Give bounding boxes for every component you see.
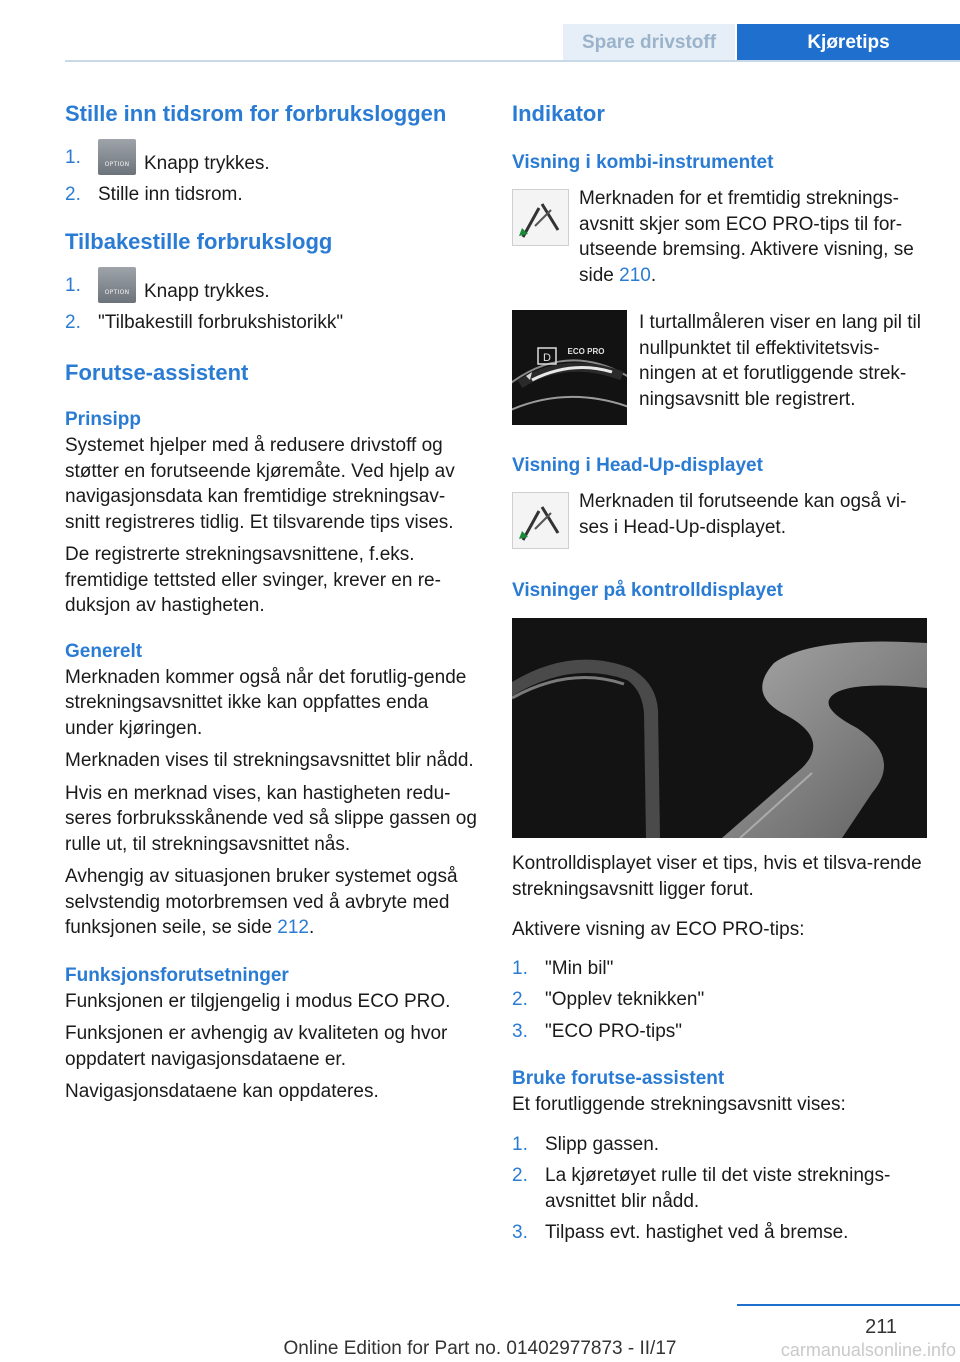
svg-text:D: D bbox=[543, 352, 551, 364]
list-item: 2. Stille inn tidsrom. bbox=[65, 184, 243, 205]
header-chapter-tab[interactable]: Kjøretips bbox=[737, 24, 960, 62]
requirements-paragraph-2: Funksjonen er avhengig av kvaliteten og hvor oppdatert navigasjonsdataene er. bbox=[65, 1023, 448, 1070]
heading-general: Generelt bbox=[65, 640, 143, 662]
list-item: 3. "ECO PRO-tips" bbox=[512, 1020, 683, 1042]
right-column bbox=[512, 100, 930, 1246]
heading-cluster: Visning i kombi-instrumentet bbox=[512, 152, 774, 173]
principle-paragraph-2: De registrerte strekningsavsnittene, f.eks. fremtidige tettsted eller svinger, krever en re-duksjon av hastigheten. bbox=[65, 544, 441, 616]
watermark: carmanualsonline.info bbox=[780, 1340, 956, 1360]
cluster-block bbox=[512, 186, 930, 288]
set-period-steps bbox=[65, 140, 480, 208]
activate-steps bbox=[512, 956, 930, 1045]
list-item: 1. "Min bil" bbox=[512, 957, 614, 979]
tachometer-image bbox=[512, 310, 627, 425]
option-button-icon: OPTION bbox=[98, 139, 136, 175]
use-steps bbox=[512, 1132, 930, 1246]
page-link-210[interactable]: 210 bbox=[619, 264, 651, 286]
cluster-paragraph: Merknaden for et fremtidig streknings-avsnitt skjer som ECO PRO-tips til for-utseende bremsing. Aktivere visning, se side 210. bbox=[579, 188, 914, 286]
tacho-block bbox=[512, 310, 930, 425]
list-item: 3. Tilpass evt. hastighet ved å bremse. bbox=[512, 1222, 849, 1243]
header-rule bbox=[65, 60, 960, 62]
heading-reset: Tilbakestille forbrukslogg bbox=[65, 228, 333, 254]
heading-requirements: Funksjonsforutsetninger bbox=[65, 964, 289, 986]
page-number: 211 bbox=[865, 1316, 897, 1338]
svg-text:ECO PRO: ECO PRO bbox=[567, 347, 605, 356]
hud-block bbox=[512, 489, 930, 551]
list-item: 1. Slipp gassen. bbox=[512, 1133, 660, 1155]
footer-rule bbox=[737, 1304, 960, 1306]
requirements-paragraph-3: Navigasjonsdataene kan oppdateres. bbox=[65, 1081, 379, 1102]
requirements-paragraph-1: Funksjonen er tilgjengelig i modus ECO PRO. bbox=[65, 990, 451, 1012]
list-item: 1. OPTION Knapp trykkes. bbox=[65, 140, 480, 176]
control-display-image bbox=[512, 618, 927, 838]
general-paragraph-1: Merknaden kommer også når det forutlig-gende strekningsavsnittet ikke kan oppfattes enda under kjøringen. bbox=[65, 666, 467, 739]
forecast-assistant-icon bbox=[512, 189, 569, 246]
option-button-icon: OPTION bbox=[98, 267, 136, 303]
list-item: 2. "Opplev teknikken" bbox=[512, 989, 705, 1010]
hud-paragraph: Merknaden til forutseende kan også vi-ses i Head-Up-displayet. bbox=[579, 491, 907, 538]
list-item: 2. La kjøretøyet rulle til det viste streknings-avsnittet blir nådd. bbox=[512, 1165, 891, 1212]
edition-note: Online Edition for Part no. 01402977873 - II/17 bbox=[283, 1338, 677, 1359]
general-paragraph-4: Avhengig av situasjonen bruker systemet også selvstendig motorbremsen ved å avbryte med funksjonen seile, se side 212. bbox=[65, 866, 458, 938]
page-link-212[interactable]: 212 bbox=[277, 917, 309, 938]
general-paragraph-2: Merknaden vises til strekningsavsnittet blir nådd. bbox=[65, 750, 474, 771]
forecast-assistant-icon bbox=[512, 492, 569, 549]
list-item: 2. "Tilbakestill forbrukshistorikk" bbox=[65, 311, 344, 333]
header-section-tab[interactable]: Spare drivstoff bbox=[563, 24, 735, 62]
activate-paragraph: Aktivere visning av ECO PRO-tips: bbox=[512, 919, 805, 940]
heading-indicator: Indikator bbox=[512, 101, 605, 126]
control-paragraph: Kontrolldisplayet viser et tips, hvis et tilsva-rende strekningsavsnitt ligger forut. bbox=[512, 853, 922, 900]
tacho-paragraph: I turtallmåleren viser en lang pil til nullpunktet til effektivitetsvis-ningen at et forutliggende strek-ningsavsnitt ble registrert. bbox=[639, 312, 921, 410]
heading-use: Bruke forutse-assistent bbox=[512, 1068, 725, 1089]
general-paragraph-3: Hvis en merknad vises, kan hastigheten redu-seres forbruksskånende ved så slippe gassen og rulle ut, til strekningsavsnittet nås. bbox=[65, 782, 477, 855]
reset-steps bbox=[65, 268, 480, 336]
left-column bbox=[65, 100, 480, 1105]
use-paragraph: Et forutliggende strekningsavsnitt vises: bbox=[512, 1094, 846, 1115]
heading-control-display: Visninger på kontrolldisplayet bbox=[512, 580, 783, 601]
principle-paragraph-1: Systemet hjelper med å redusere drivstoff og støtter en forutseende kjøremåte. Ved hjelp av navigasjonsdata kan fremtidige strekningsav-snitt registreres tidlig. Et tilsvarende tips vises. bbox=[65, 435, 455, 533]
list-item: 1. OPTION Knapp trykkes. bbox=[65, 268, 480, 304]
heading-forecast: Forutse-assistent bbox=[65, 360, 249, 385]
heading-hud: Visning i Head-Up-displayet bbox=[512, 455, 763, 476]
heading-principle: Prinsipp bbox=[65, 409, 142, 430]
heading-set-period: Stille inn tidsrom for forbruksloggen bbox=[65, 101, 447, 126]
